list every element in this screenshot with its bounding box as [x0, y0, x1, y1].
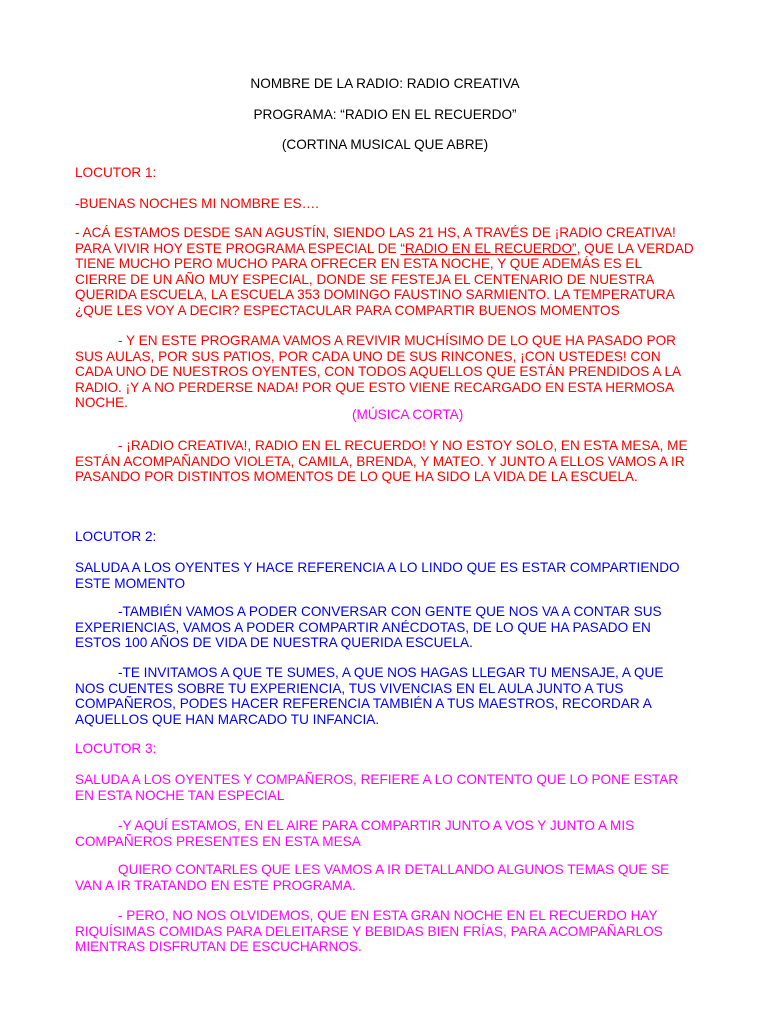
radio-name: NOMBRE DE LA RADIO: RADIO CREATIVA: [250, 76, 520, 91]
locutor-3-greeting: SALUDA A LOS OYENTES Y COMPAÑEROS, REFIERE A LO CONTENTO QUE LO PONE ESTAR EN ESTA NOCHE TAN ESPECIAL: [75, 772, 679, 803]
locutor-1-revive: - Y EN ESTE PROGRAMA VAMOS A REVIVIR MUCHÍSIMO DE LO QUE HA PASADO POR SUS AULAS, POR SUS PATIOS, POR CADA UNO DE SUS RINCONES, ¡CON USTEDES! CON CADA UNO DE NUESTROS OYENTES, CON TODOS AQUELLOS QUE ESTÁN PRENDIDOS A LA RADIO. ¡Y A NO PERDERSE NADA! POR QUE ESTO VIENE RECARGADO EN ESTA HERMOSA NOCHE.: [75, 333, 681, 411]
locutor-2-greeting: SALUDA A LOS OYENTES Y HACE REFERENCIA A LO LINDO QUE ES ESTAR COMPARTIENDO ESTE MOMENTO: [75, 560, 680, 591]
locutor-1-companions: - ¡RADIO CREATIVA!, RADIO EN EL RECUERDO! Y NO ESTOY SOLO, EN ESTA MESA, ME ESTÁN ACOMPAÑANDO VIOLETA, CAMILA, BRENDA, Y MATEO. Y JUNTO A ELLOS VAMOS A IR PASANDO POR DISTINTOS MOMENTOS DE LO QUE HA SIDO LA VIDA DE LA ESCUELA.: [75, 438, 688, 485]
locutor-3-food: - PERO, NO NOS OLVIDEMOS, QUE EN ESTA GRAN NOCHE EN EL RECUERDO HAY RIQUÍSIMAS COMIDAS PARA DELEITARSE Y BEBIDAS BIEN FRÍAS, PARA ACOMPAÑARLOS MIENTRAS DISFRUTAN DE ESCUCHARNOS.: [75, 908, 663, 955]
locutor-3-label: LOCUTOR 3:: [75, 741, 157, 756]
locutor-2-label: LOCUTOR 2:: [75, 529, 157, 544]
music-cue: (MÚSICA CORTA): [352, 407, 464, 422]
locutor-3-topics: QUIERO CONTARLES QUE LES VAMOS A IR DETALLANDO ALGUNOS TEMAS QUE SE VAN A IR TRATANDO EN ESTE PROGRAMA.: [75, 862, 670, 893]
locutor-1-greeting: -BUENAS NOCHES MI NOMBRE ES….: [75, 196, 319, 211]
locutor-3-on-air: -Y AQUÍ ESTAMOS, EN EL AIRE PARA COMPARTIR JUNTO A VOS Y JUNTO A MIS COMPAÑEROS PRESENTES EN ESTA MESA: [75, 818, 635, 849]
locutor-1-label: LOCUTOR 1:: [75, 165, 157, 180]
locutor-1-intro: - ACÁ ESTAMOS DESDE SAN AGUSTÍN, SIENDO LAS 21 HS, A TRAVÉS DE ¡RADIO CREATIVA! PARA VIVIR HOY ESTE PROGRAMA ESPECIAL DE “RADIO EN EL RECUERDO”, QUE LA VERDAD TIENE MUCHO PERO MUCHO PARA OFRECER EN ESTA NOCHE, Y QUE ADEMÁS ES EL CIERRE DE UN AÑO MUY ESPECIAL, DONDE SE FESTEJA EL CENTENARIO DE NUESTRA QUERIDA ESCUELA, LA ESCUELA 353 DOMINGO FAUSTINO SARMIENTO. LA TEMPERATURA ¿QUE LES VOY A DECIR? ESPECTACULAR PARA COMPARTIR BUENOS MOMENTOS: [75, 225, 694, 318]
program-title-underlined: “RADIO EN EL RECUERDO”: [400, 240, 577, 256]
locutor-2-experiences: -TAMBIÉN VAMOS A PODER CONVERSAR CON GENTE QUE NOS VA A CONTAR SUS EXPERIENCIAS, VAMOS A PODER COMPARTIR ANÉCDOTAS, DE LO QUE HA PASADO EN ESTOS 100 AÑOS DE VIDA DE NUESTRA QUERIDA ESCUELA.: [75, 604, 662, 651]
opening-cue: (CORTINA MUSICAL QUE ABRE): [281, 137, 489, 152]
locutor-2-invitation: -TE INVITAMOS A QUE TE SUMES, A QUE NOS HAGAS LLEGAR TU MENSAJE, A QUE NOS CUENTES SOBRE TU EXPERIENCIA, TUS VIVENCIAS EN EL AULA JUNTO A TUS COMPAÑEROS, PODES HACER REFERENCIA TAMBIÉN A TUS MAESTROS, RECORDAR A AQUELLOS QUE HAN MARCADO TU INFANCIA.: [75, 665, 664, 727]
program-name: PROGRAMA: “RADIO EN EL RECUERDO”: [253, 107, 517, 122]
